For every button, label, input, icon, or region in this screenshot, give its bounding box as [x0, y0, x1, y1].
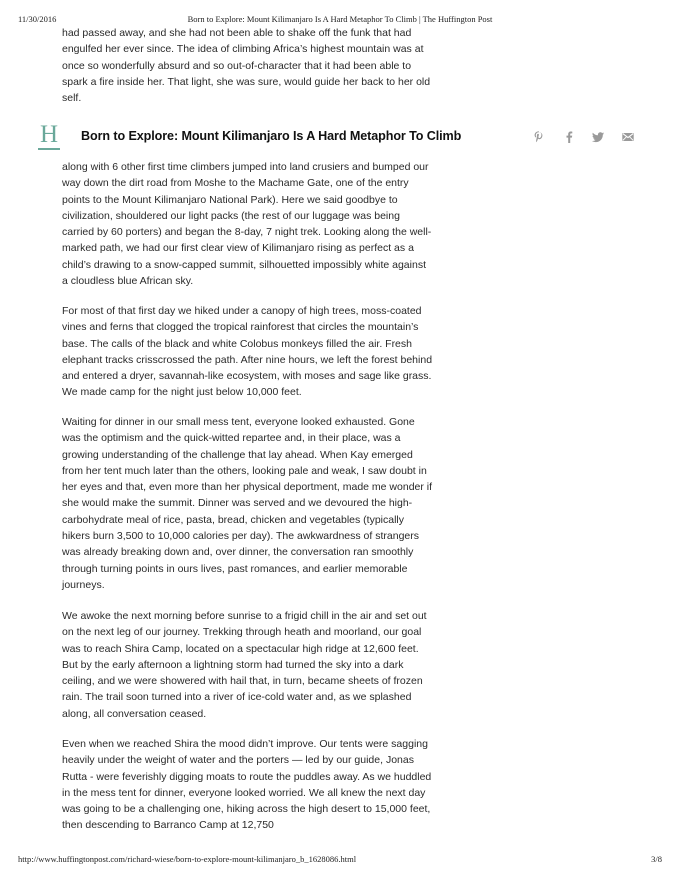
sticky-article-bar	[0, 121, 680, 154]
print-footer	[18, 854, 662, 868]
huffpost-logo[interactable]: H	[39, 121, 59, 148]
article-paragraph: had passed away, and she had not been able to shake off the funk that had engulfed her ever since. The idea of climbing Africa’s highest mountain was at once so wonderfully absurd and so out-of-character that it had been able to spark a fire inside her. That light, she was sure, would guide her back to her old self.	[62, 27, 431, 105]
email-icon[interactable]	[621, 130, 635, 144]
page-number: 3/8	[651, 854, 662, 864]
article-paragraph: For most of that first day we hiked under a canopy of high trees, moss-coated vines and ferns that clogged the tropical rainforest that circles the mountain’s base. The calls of the black and white Colobus monkeys filled the air. Fresh elephant tracks crisscrossed the path. After nine hours, we left the forest behind and entered a dryer, savannah-like ecosystem, with moses and sage like grass. We made camp for the night just below 10,000 feet.	[62, 305, 433, 399]
twitter-icon[interactable]	[591, 130, 605, 144]
print-date: 11/30/2016	[18, 14, 57, 24]
print-page-title: Born to Explore: Mount Kilimanjaro Is A Hard Metaphor To Climb | The Huffington Post	[187, 14, 493, 24]
pinterest-icon[interactable]	[532, 130, 546, 144]
article-paragraph: Even when we reached Shira the mood didn’t improve. Our tents were sagging heavily under the weight of water and the porters — led by our guide, Jonas Rutta - were feverishly digging moats to route the puddles away. As we huddled in the mess tent for dinner, everyone looked worried. We all knew the next day was going to be a challenging one, hiking across the high desert to 15,000 feet, then descending to Barranco Camp at 12,750	[62, 738, 432, 832]
article-paragraph: Waiting for dinner in our small mess tent, everyone looked exhausted. Gone was the optimism and the quick-witted repartee and, in their place, was a growing understanding of the challenge that lay ahead. When Kay emerged from her tent much later than the others, looking pale and weak, I saw doubt in her eyes and that, even more than her physical deportment, made me wonder if she would make the summit. Dinner was served and we devoured the high-carbohydrate meal of rice, pasta, bread, chicken and vegetables (typically hikers burn 3,500 to 10,000 calories per day). The awkwardness of strangers was already breaking down and, over dinner, the conversation ran smoothly through turning points in ours lives, past romances, and earlier memorable journeys.	[62, 416, 433, 591]
article-paragraph: along with 6 other first time climbers jumped into land crusiers and bumped our way down the dirt road from Moshe to the Machame Gate, one of the entry points to the Mount Kilimanjaro National Park). Here we said goodbye to civilization, shouldered our light packs (the rest of our luggage was being carried by 60 porters) and began the 8-day, 7 night trek. Looking along the well-marked path, we had our first clear view of Kilimanjaro rising as perfect as a child’s drawing to a snow-capped summit, silhouetted impossibly white against a cloudless blue African sky.	[62, 161, 432, 288]
sticky-article-title: Born to Explore: Mount Kilimanjaro Is A Hard Metaphor To Climb	[81, 129, 462, 143]
facebook-icon[interactable]	[562, 130, 576, 144]
logo-underline	[38, 148, 60, 150]
print-url: http://www.huffingtonpost.com/richard-wiese/born-to-explore-mount-kilimanjaro_b_1628086.html	[18, 854, 357, 864]
article-paragraph: We awoke the next morning before sunrise to a frigid chill in the air and set out on the next leg of our journey. Trekking through heath and moorland, our goal was to reach Shira Camp, located on a spectacular high ridge at 12,600 feet. But by the early afternoon a lightning storm had turned the sky into a dark ceiling, and we were showered with hail that, in turn, became sheets of frozen rain. The trail soon turned into a river of ice-cold water and, as we splashed along, all conversation ceased.	[62, 610, 427, 720]
